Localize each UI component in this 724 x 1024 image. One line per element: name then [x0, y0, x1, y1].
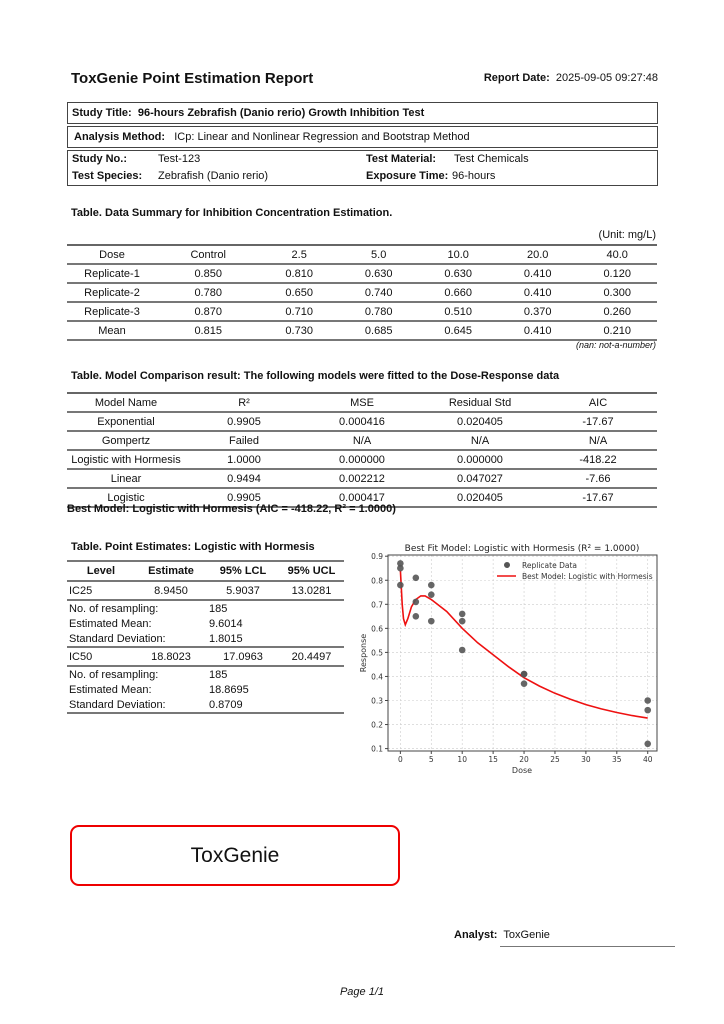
test-species-value: Zebrafish (Danio rerio)	[158, 170, 269, 182]
cell: Mean	[98, 324, 126, 337]
cell: 0.685	[364, 324, 393, 337]
mean-label: Estimated Mean:	[69, 617, 152, 630]
report-title: ToxGenie Point Estimation Report	[71, 70, 314, 87]
y-axis-label: Response	[359, 633, 368, 673]
table-header-row	[67, 561, 344, 581]
x-tick-label: 25	[550, 755, 560, 764]
data-point	[428, 618, 435, 625]
cell: Linear	[110, 472, 142, 485]
cell: 0.410	[523, 286, 552, 299]
x-tick-label: 15	[488, 755, 498, 764]
data-point	[413, 575, 420, 582]
point-estimates-caption: Table. Point Estimates: Logistic with Hormesis	[71, 541, 315, 553]
header-cell: 5.0	[371, 248, 387, 261]
cell: Replicate-3	[84, 305, 140, 318]
legend-marker-scatter	[504, 562, 510, 568]
level-cell: IC25	[69, 584, 93, 597]
data-point	[397, 560, 404, 567]
table-row	[67, 302, 657, 321]
cell: N/A	[352, 434, 372, 447]
cell: 0.630	[444, 267, 472, 280]
header-cell: Dose	[99, 248, 125, 261]
analysis-method-value: ICp: Linear and Nonlinear Regression and Bootstrap Method	[174, 131, 470, 143]
header-cell: Model Name	[94, 396, 158, 409]
cell: 0.870	[194, 305, 222, 318]
level-cell: IC50	[69, 650, 93, 663]
header-cell: 40.0	[606, 248, 628, 261]
cell: Exponential	[97, 415, 155, 428]
table-row	[67, 631, 344, 647]
sd-value: 0.8709	[209, 698, 243, 711]
cell: 0.000416	[339, 415, 385, 428]
cell: 0.510	[444, 305, 472, 318]
ucl-cell: 13.0281	[291, 584, 332, 597]
x-tick-label: 40	[642, 755, 653, 764]
data-point	[397, 582, 404, 589]
resampling-label: No. of resampling:	[69, 602, 159, 615]
cell: Replicate-1	[84, 267, 140, 280]
cell: 0.020405	[457, 415, 503, 428]
data-summary-table	[67, 244, 657, 341]
table-row	[67, 431, 657, 450]
model-comparison-caption: Table. Model Comparison result: The following models were fitted to the Dose-Response data	[71, 370, 560, 382]
table-row	[67, 264, 657, 283]
cell: Logistic	[107, 491, 145, 504]
x-tick-label: 0	[397, 755, 403, 764]
exposure-time-label: Exposure Time:	[366, 170, 449, 182]
cell: 0.300	[603, 286, 631, 299]
table-row	[67, 616, 344, 631]
cell: 0.410	[523, 324, 552, 337]
header-cell: AIC	[588, 396, 608, 409]
table-row	[67, 600, 344, 616]
header-cell: 95% LCL	[219, 565, 267, 577]
cell: 0.047027	[457, 472, 503, 485]
sd-label: Standard Deviation:	[69, 698, 166, 711]
data-point	[644, 740, 651, 747]
data-point	[413, 599, 420, 606]
cell: N/A	[470, 434, 490, 447]
cell: Failed	[229, 434, 259, 447]
y-tick-label: 0.3	[371, 696, 383, 706]
x-tick-label: 10	[457, 755, 467, 764]
table-row	[67, 647, 344, 666]
analyst	[454, 929, 550, 941]
table-row	[67, 581, 344, 600]
y-tick-label: 0.7	[371, 600, 383, 610]
header-cell: Residual Std	[448, 396, 512, 409]
analysis-method-label: Analysis Method:	[74, 131, 166, 143]
report-date	[484, 72, 658, 84]
table-row	[67, 469, 657, 488]
cell: 0.020405	[457, 491, 503, 504]
cell: 0.810	[285, 267, 313, 280]
cell: 0.710	[285, 305, 313, 318]
cell: 0.410	[523, 267, 552, 280]
cell: 0.120	[603, 267, 631, 280]
exposure-time-value: 96-hours	[452, 170, 496, 182]
cell: 0.210	[603, 324, 631, 337]
best-fit-chart	[355, 537, 675, 777]
mean-label: Estimated Mean:	[69, 683, 152, 696]
sd-value: 1.8015	[209, 632, 243, 645]
cell: 0.630	[364, 267, 393, 280]
point-estimates-table	[67, 560, 344, 714]
cell: 0.660	[444, 286, 472, 299]
toxgenie-stamp: ToxGenie	[70, 825, 400, 886]
cell: 1.0000	[227, 453, 261, 466]
cell: Replicate-2	[84, 286, 140, 299]
cell: 0.780	[364, 305, 393, 318]
resampling-value: 185	[209, 668, 228, 681]
data-point	[459, 618, 466, 625]
cell: 0.000417	[339, 491, 385, 504]
header-cell: 2.5	[291, 248, 307, 261]
data-point	[459, 611, 466, 618]
nan-note: (nan: not-a-number)	[575, 340, 656, 350]
report-date-value: 2025-09-05 09:27:48	[555, 72, 658, 84]
study-no-label: Study No.:	[72, 153, 127, 165]
cell: 0.650	[285, 286, 313, 299]
study-title-value: 96-hours Zebrafish (Danio rerio) Growth Inhibition Test	[137, 107, 425, 119]
table-row	[67, 412, 657, 431]
header-cell: Level	[86, 565, 116, 577]
y-axis-ticks	[371, 552, 388, 753]
data-point	[521, 680, 528, 687]
chart-title: Best Fit Model: Logistic with Hormesis (R² = 1.0000)	[404, 544, 640, 554]
x-tick-label: 35	[612, 755, 622, 764]
cell: -17.67	[582, 415, 614, 428]
legend-label-line: Best Model: Logistic with Hormesis	[522, 572, 653, 581]
x-axis-label: Dose	[511, 766, 533, 775]
chart-legend	[497, 561, 653, 581]
mean-value: 9.6014	[209, 617, 243, 630]
data-point	[459, 647, 466, 654]
study-no-value: Test-123	[158, 153, 201, 165]
cell: 0.730	[285, 324, 313, 337]
y-tick-label: 0.6	[371, 624, 383, 634]
legend-label-scatter: Replicate Data	[522, 561, 577, 570]
cell: 0.780	[194, 286, 222, 299]
ucl-cell: 20.4497	[291, 650, 332, 663]
table-row	[67, 697, 344, 713]
estimate-cell: 18.8023	[151, 650, 191, 663]
table-row	[67, 283, 657, 302]
cell: 0.815	[194, 324, 222, 337]
y-tick-label: 0.2	[371, 720, 383, 730]
best-model-summary: Best Model: Logistic with Hormesis (AIC = -418.22, R² = 1.0000)	[67, 503, 396, 515]
header-cell: 95% UCL	[287, 565, 336, 577]
page-number: Page 1/1	[339, 986, 385, 998]
data-point	[644, 697, 651, 704]
table-header-row	[67, 245, 657, 264]
y-tick-label: 0.5	[371, 648, 383, 658]
test-material-value: Test Chemicals	[454, 153, 529, 165]
analysis-method-box	[67, 126, 658, 148]
cell: 0.9494	[227, 472, 261, 485]
mean-value: 18.8695	[209, 683, 249, 696]
cell: Gompertz	[101, 434, 151, 447]
analyst-label: Analyst:	[454, 929, 498, 941]
table-row	[67, 321, 657, 340]
estimate-cell: 8.9450	[154, 584, 188, 597]
x-axis-ticks	[398, 751, 653, 764]
cell: 0.002212	[339, 472, 385, 485]
cell: 0.370	[523, 305, 552, 318]
report-date-label: Report Date:	[483, 72, 550, 84]
cell: 0.740	[364, 286, 393, 299]
test-material-label: Test Material:	[366, 153, 437, 165]
table-header-row	[67, 393, 657, 412]
cell: 0.000000	[457, 453, 503, 466]
cell: 0.9905	[227, 415, 261, 428]
y-tick-label: 0.8	[371, 576, 383, 586]
y-tick-label: 0.4	[371, 672, 383, 682]
table-row	[67, 682, 344, 697]
data-point	[413, 613, 420, 620]
resampling-label: No. of resampling:	[69, 668, 159, 681]
data-point	[644, 707, 651, 714]
cell: -7.66	[585, 472, 611, 485]
study-title-box	[67, 102, 658, 124]
cell: -17.67	[582, 491, 614, 504]
table-row	[67, 450, 657, 469]
x-tick-label: 5	[428, 755, 434, 764]
x-tick-label: 20	[519, 755, 529, 764]
x-tick-label: 30	[581, 755, 591, 764]
data-summary-caption: Table. Data Summary for Inhibition Concentration Estimation.	[71, 207, 393, 219]
cell: 0.9905	[227, 491, 261, 504]
cell: 0.645	[444, 324, 472, 337]
table-row	[67, 666, 344, 682]
signature-line	[500, 946, 675, 947]
study-info-box	[67, 150, 658, 186]
cell: 0.850	[194, 267, 222, 280]
y-tick-label: 0.1	[371, 744, 383, 754]
test-species-label: Test Species:	[72, 170, 143, 182]
resampling-value: 185	[209, 602, 228, 615]
cell: 0.000000	[339, 453, 385, 466]
analyst-name: ToxGenie	[503, 929, 550, 941]
header-cell: 20.0	[526, 248, 549, 261]
header-cell: Control	[190, 248, 226, 261]
sd-label: Standard Deviation:	[69, 632, 166, 645]
cell: -418.22	[579, 453, 617, 466]
unit-label: (Unit: mg/L)	[598, 229, 656, 241]
cell: Logistic with Hormesis	[71, 453, 181, 466]
data-point	[428, 591, 435, 598]
header-cell: MSE	[350, 396, 374, 409]
study-title-label: Study Title:	[72, 107, 132, 119]
y-tick-label: 0.9	[371, 552, 383, 562]
lcl-cell: 17.0963	[223, 650, 263, 663]
data-point	[521, 671, 528, 678]
data-point	[428, 582, 435, 589]
cell: N/A	[588, 434, 608, 447]
lcl-cell: 5.9037	[226, 584, 260, 597]
header-cell: R²	[238, 396, 250, 409]
header-cell: Estimate	[148, 565, 194, 577]
model-comparison-table	[67, 392, 657, 508]
cell: 0.260	[603, 305, 631, 318]
header-cell: 10.0	[447, 248, 469, 261]
